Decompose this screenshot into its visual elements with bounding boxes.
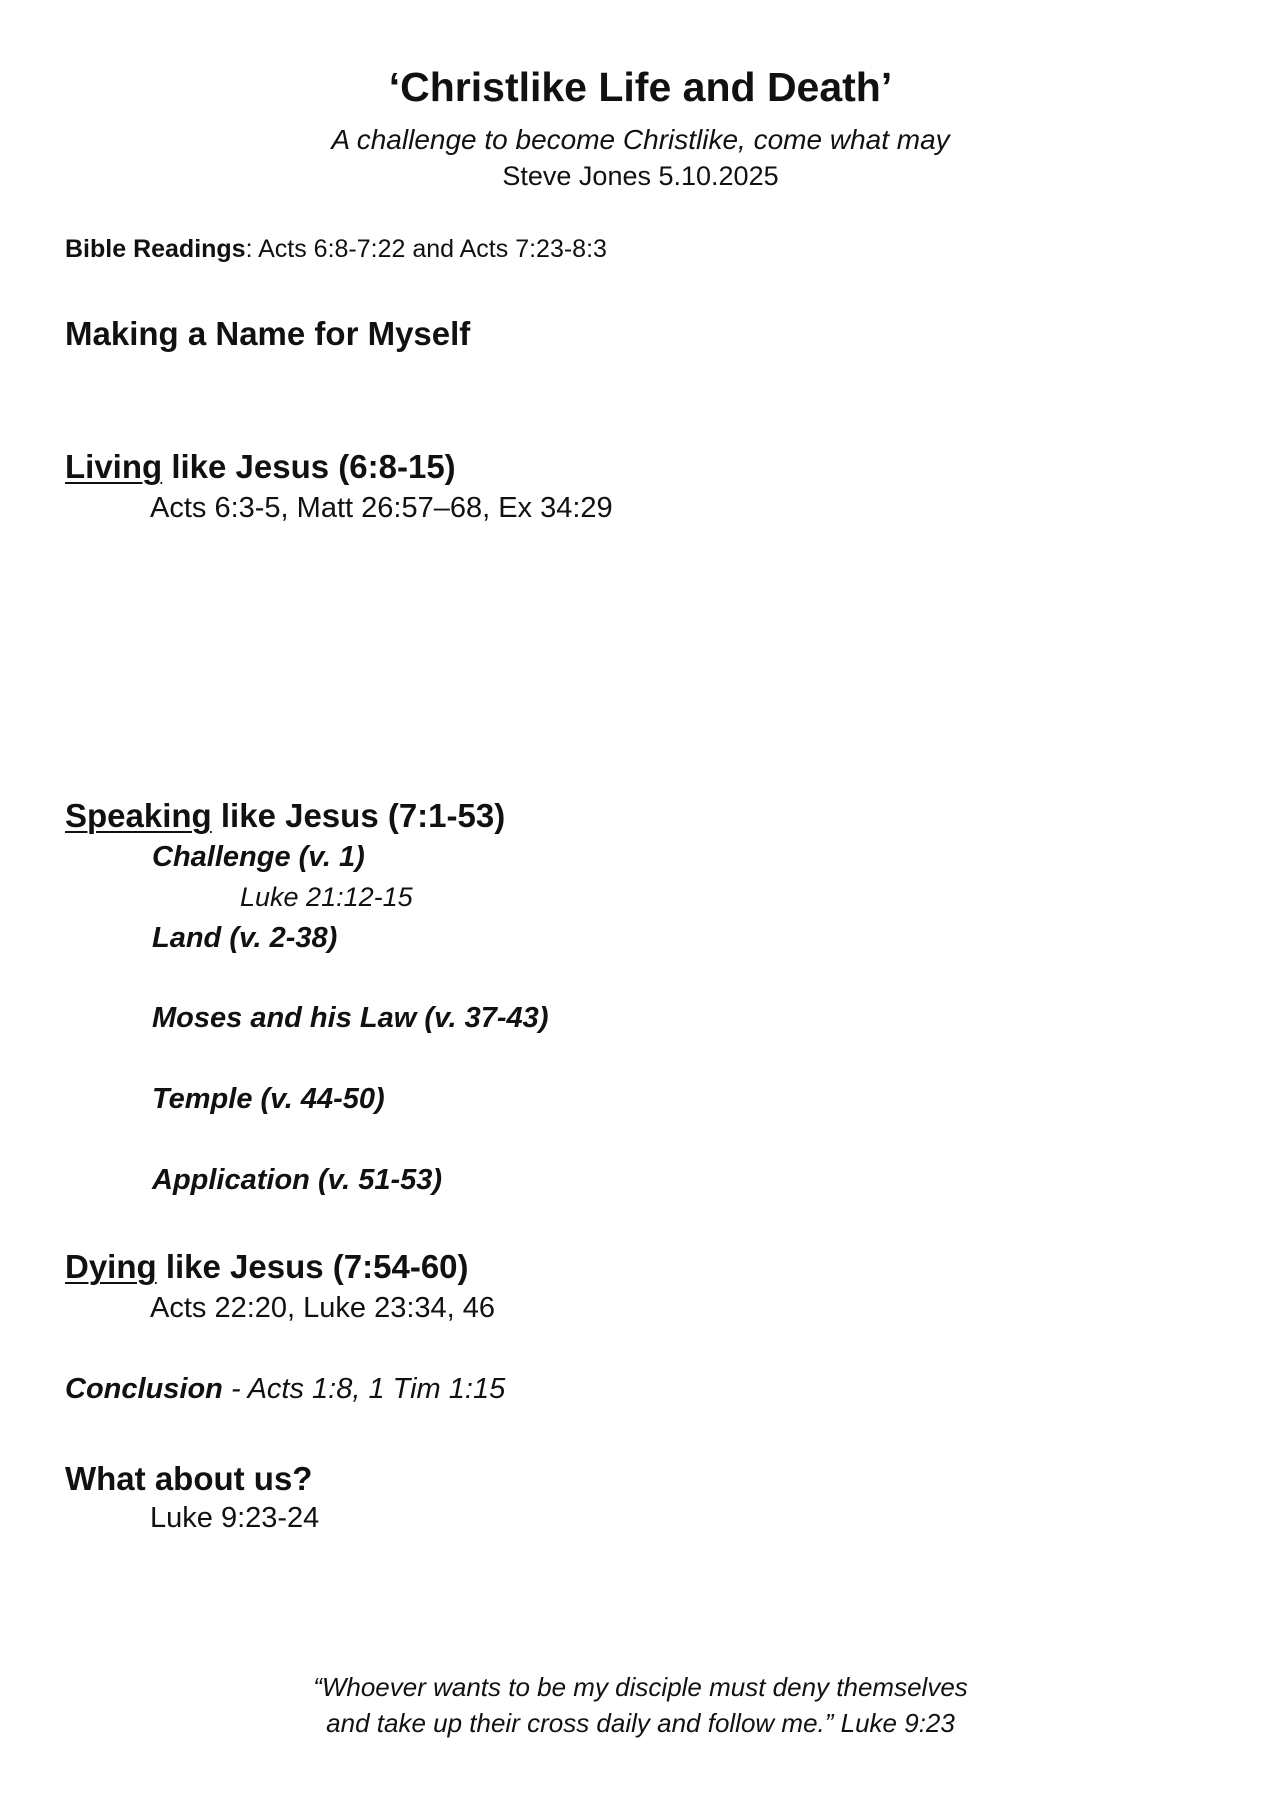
bible-readings-label: Bible Readings <box>65 235 246 263</box>
heading-what-about-us: What about us? <box>65 1460 313 1497</box>
heading-speaking <box>65 797 505 835</box>
conclusion-line <box>65 1373 505 1406</box>
subheading-challenge: Challenge (v. 1) <box>152 841 365 873</box>
closing-quote-line-1: “Whoever wants to be my disciple must deny themselves <box>313 1672 968 1702</box>
what-about-us-references: Luke 9:23-24 <box>150 1502 320 1534</box>
bible-readings-text: : Acts 6:8-7:22 and Acts 7:23-8:3 <box>245 235 607 263</box>
author-date: Steve Jones 5.10.2025 <box>502 161 779 191</box>
conclusion-text: - Acts 1:8, 1 Tim 1:15 <box>222 1373 506 1405</box>
heading-dying <box>65 1248 469 1286</box>
page-title: ‘Christlike Life and Death’ <box>388 64 893 110</box>
page-subtitle: A challenge to become Christlike, come what may <box>331 124 950 155</box>
subheading-application: Application (v. 51-53) <box>152 1164 443 1196</box>
challenge-reference: Luke 21:12-15 <box>240 882 413 912</box>
conclusion-label: Conclusion <box>65 1373 223 1405</box>
heading-speaking-underlined: Speaking <box>65 797 212 834</box>
heading-living-rest: like Jesus (6:8-15) <box>162 448 456 485</box>
heading-speaking-rest: like Jesus (7:1-53) <box>211 797 506 834</box>
bible-readings <box>65 235 607 264</box>
subheading-temple: Temple (v. 44-50) <box>152 1083 385 1115</box>
heading-living <box>65 448 456 486</box>
closing-quote-line-2: and take up their cross daily and follow me.” Luke 9:23 <box>326 1708 955 1738</box>
subheading-moses: Moses and his Law (v. 37-43) <box>152 1002 549 1034</box>
heading-dying-underlined: Dying <box>65 1248 157 1285</box>
living-references: Acts 6:3-5, Matt 26:57–68, Ex 34:29 <box>150 492 613 524</box>
heading-making-name: Making a Name for Myself <box>65 315 471 352</box>
heading-living-underlined: Living <box>65 448 163 485</box>
dying-references: Acts 22:20, Luke 23:34, 46 <box>150 1292 496 1324</box>
heading-dying-rest: like Jesus (7:54-60) <box>156 1248 469 1285</box>
subheading-land: Land (v. 2-38) <box>152 922 338 954</box>
